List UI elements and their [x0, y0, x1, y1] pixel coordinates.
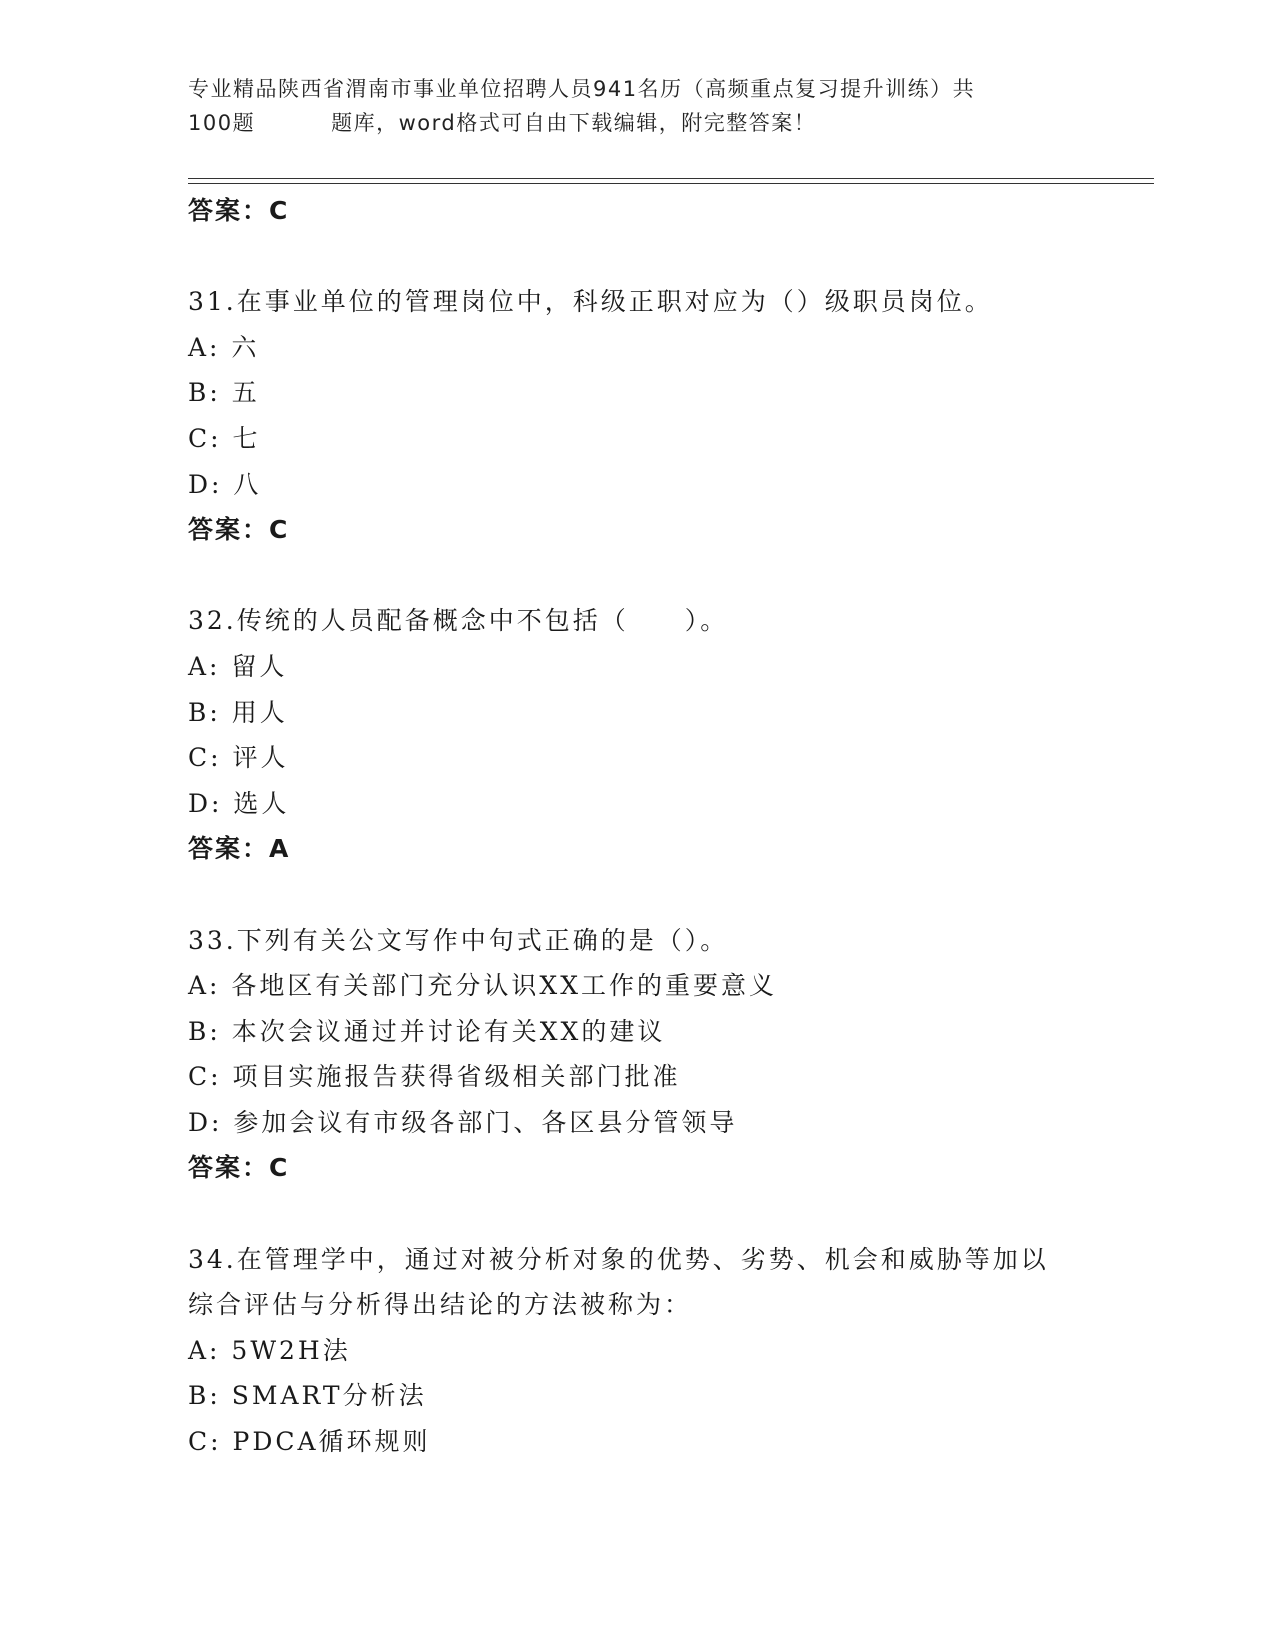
- answer: 答案：C: [188, 1153, 290, 1183]
- question-stem: 31.在事业单位的管理岗位中，科级正职对应为（）级职员岗位。: [188, 287, 993, 317]
- question-stem: 32.传统的人员配备概念中不包括（ ）。: [188, 606, 729, 636]
- option-a: A: 留人: [188, 651, 288, 681]
- question-33: [188, 918, 1148, 1192]
- page-header: [188, 72, 1088, 140]
- question-stem-line-2: 综合评估与分析得出结论的方法被称为：: [188, 1290, 693, 1320]
- header-line-1: 专业精品陕西省渭南市事业单位招聘人员941名历（高频重点复习提升训练）共: [188, 77, 976, 101]
- answer: 答案：C: [188, 515, 290, 545]
- option-c: C: PDCA循环规则: [188, 1427, 431, 1457]
- option-c: C: 七: [188, 423, 261, 453]
- question-stem: 33.下列有关公文写作中句式正确的是（）。: [188, 925, 729, 955]
- question-stem-line-1: 34.在管理学中，通过对被分析对象的优势、劣势、机会和威胁等加以: [188, 1244, 1049, 1274]
- question-list: [188, 188, 1148, 1465]
- option-c: C: 评人: [188, 743, 289, 773]
- question-34: [188, 1237, 1148, 1465]
- option-d: D: 参加会议有市级各部门、各区县分管领导: [188, 1107, 738, 1137]
- option-b: B: 本次会议通过并讨论有关XX的建议: [188, 1016, 666, 1046]
- header-description: 题库，word格式可自由下载编辑，附完整答案！: [331, 111, 817, 135]
- option-a: A: 5W2H法: [188, 1335, 351, 1365]
- question-31: [188, 279, 1148, 553]
- option-d: D: 选人: [188, 788, 290, 818]
- option-a: A: 各地区有关部门充分认识XX工作的重要意义: [188, 971, 778, 1001]
- previous-answer: 答案：C: [188, 196, 290, 225]
- header-count: 100题: [188, 111, 256, 135]
- option-c: C: 项目实施报告获得省级相关部门批准: [188, 1062, 681, 1092]
- header-line-2: [188, 106, 1088, 140]
- option-b: B: 用人: [188, 697, 288, 727]
- header-rule-bottom: [188, 183, 1154, 184]
- answer: 答案：A: [188, 834, 291, 864]
- option-d: D: 八: [188, 469, 262, 499]
- option-a: A: 六: [188, 332, 260, 362]
- option-b: B: SMART分析法: [188, 1381, 427, 1411]
- header-rule-top: [188, 178, 1154, 179]
- question-32: [188, 598, 1148, 872]
- option-b: B: 五: [188, 378, 260, 408]
